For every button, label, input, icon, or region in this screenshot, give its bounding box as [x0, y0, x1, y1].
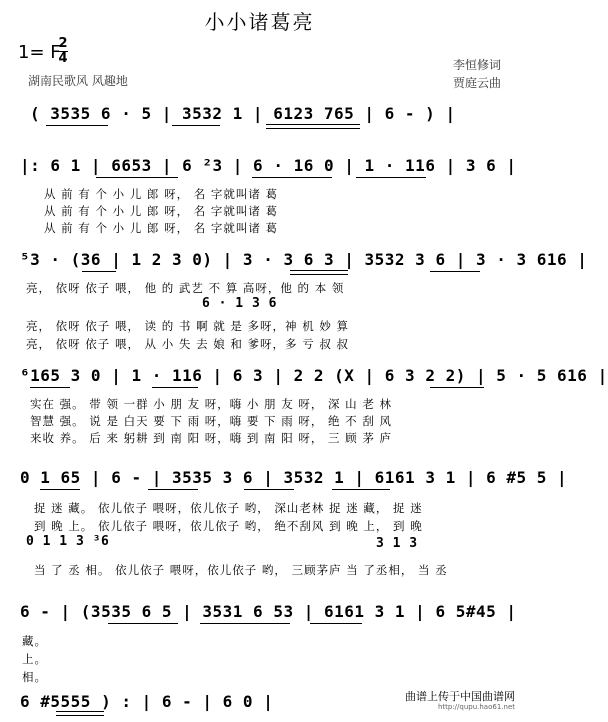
notation-row-1: ( 3535 6 · 5 | 3532 1 | 6123 765 | 6 - ) | — [30, 104, 456, 123]
lyric-line: 实在 强。 带 领 一群 小 朋 友 呀，嗨 小 朋 友 呀， 深 山 老 林 — [30, 397, 392, 411]
lyric-line: 从 前 有 个 小 儿 郎 呀， 名 字就叫诸 葛 — [44, 204, 279, 218]
notation-row-7: 6 #5555 ) : | 6 - | 6 0 | — [20, 692, 274, 711]
lyric-line: 捉 迷 藏。 依儿依子 喂呀，依儿依子 哟， 深山老林 捉 迷 藏， 捉 迷 — [34, 501, 423, 515]
lyric-line: 亮， 依呀 依子 喂， 从 小 失 去 娘 和 爹呀，多 亏 叔 叔 — [26, 337, 350, 351]
lyric-line: 从 前 有 个 小 儿 郎 呀， 名 字就叫诸 葛 — [44, 221, 279, 235]
beam — [152, 387, 198, 388]
lyric-line: 藏。 — [22, 634, 47, 648]
beam — [252, 177, 332, 178]
beam — [332, 489, 390, 490]
lyric-line: 从 前 有 个 小 儿 郎 呀， 名 字就叫诸 葛 — [44, 187, 279, 201]
time-sig-top: 2 — [58, 36, 68, 51]
beam — [430, 271, 480, 272]
beam — [200, 623, 290, 624]
time-signature — [58, 38, 68, 65]
song-title: 小小诸葛亮 — [204, 10, 315, 34]
watermark-text: 曲谱上传于中国曲谱网 — [405, 690, 515, 703]
time-sig-bottom: 4 — [58, 51, 68, 66]
alt-notation-left: 0 1 1 3 ³6 — [26, 534, 110, 549]
beam — [290, 270, 348, 275]
beam — [82, 271, 116, 272]
beam — [40, 489, 80, 490]
lyric-line: 亮， 依呀 依子 喂， 他 的 武艺 不 算 高呀，他 的 本 领 — [26, 281, 345, 295]
beam — [430, 387, 484, 388]
style-note: 湖南民歌风 风趣地 — [28, 74, 128, 88]
beam — [244, 489, 294, 490]
notation-row-5: 0 1 65 | 6 - | 3535 3 6 | 3532 1 | 6161 3 1 | 6 #5 5 | — [20, 468, 568, 487]
beam — [356, 177, 426, 178]
beam — [96, 177, 178, 178]
beam — [172, 125, 220, 126]
key-signature: 1= F — [18, 42, 61, 63]
beam — [30, 387, 70, 388]
lyric-line: 相。 — [22, 670, 47, 684]
lyric-line: 智慧 强。 说 是 白天 要 下 雨 呀，嗨 要 下 雨 呀， 绝 不 刮 风 — [30, 414, 392, 428]
notation-row-3: ⁵3 · (36 | 1 2 3 0) | 3 · 3 6 3 | 3532 3 6 | 3 · 3 616 | — [20, 250, 588, 269]
notation-row-4: ⁶165 3 0 | 1 · 116 | 6 3 | 2 2 (X | 6 3 2 2) | 5 · 5 616 | — [20, 366, 608, 385]
alt-notation: 6 · 1 3 6 — [202, 296, 277, 311]
beam — [266, 124, 360, 129]
notation-row-2: |: 6 1 | 6653 | 6 ²3 | 6 · 16 0 | 1 · 116 | 3 6 | — [20, 156, 517, 175]
beam — [46, 125, 108, 126]
lyricist-credit: 李恒修词 — [452, 58, 501, 72]
lyric-line: 当 了 丞 相。 依儿依子 喂呀，依儿依子 哟， 三顾茅庐 当 了丞相， 当 丞 — [34, 563, 448, 577]
lyric-line: 上。 — [22, 652, 47, 666]
notation-row-6: 6 - | (3535 6 5 | 3531 6 53 | 6161 3 1 | 6 5#45 | — [20, 602, 517, 621]
lyric-line: 来收 养。 后 来 躬耕 到 南 阳 呀，嗨 到 南 阳 呀， 三 顾 茅 庐 — [30, 431, 392, 445]
alt-notation-right: 3 1 3 — [376, 536, 418, 551]
lyric-line: 亮， 依呀 依子 喂， 读 的 书 啊 就 是 多呀，神 机 妙 算 — [26, 319, 350, 333]
beam — [310, 623, 362, 624]
composer-credit: 贾庭云曲 — [452, 76, 501, 90]
beam — [56, 711, 104, 716]
beam — [148, 489, 198, 490]
lyric-line: 到 晚 上。 依儿依子 喂呀，依儿依子 哟， 绝不刮风 到 晚 上， 到 晚 — [34, 519, 423, 533]
watermark-url: http://qupu.hao61.net — [437, 703, 515, 711]
beam — [108, 623, 178, 624]
